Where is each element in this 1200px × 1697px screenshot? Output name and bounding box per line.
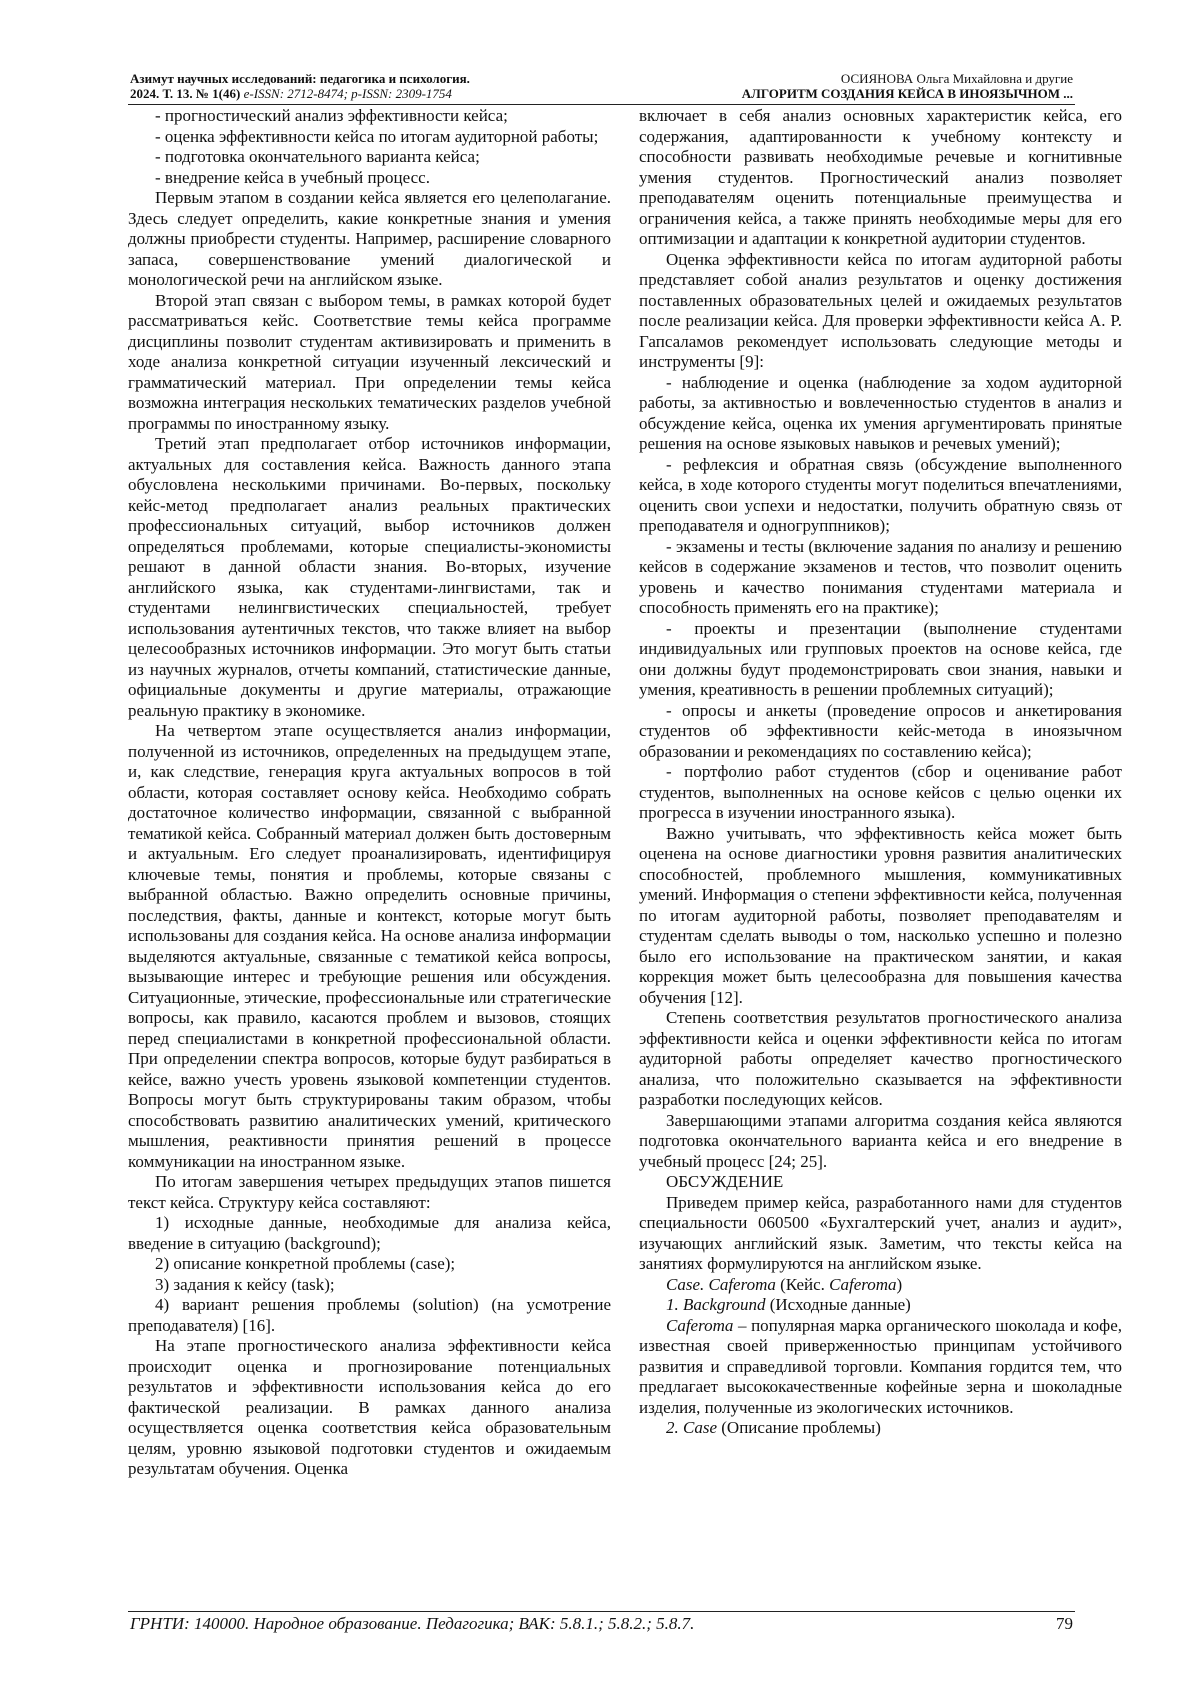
list-item: - прогностический анализ эффективности кейса;	[155, 106, 508, 125]
case-title-ru-prefix: (Кейс.	[780, 1274, 830, 1294]
list-item: 1) исходные данные, необходимые для анализа кейса, введение в ситуацию (background);	[128, 1213, 611, 1253]
page-number: 79	[1056, 1614, 1073, 1633]
authors-surname: ОСИЯНОВА	[840, 71, 914, 86]
case2-en: 2. Case	[666, 1418, 717, 1437]
caferoma-name: Caferoma	[666, 1315, 734, 1335]
paragraph: Важно учитывать, что эффективность кейса может быть оценена на основе диагностики уровня развития аналитических способностей, проблемного мышления, коммуникативных умений. Информация о степени эффективности кейса, полученная по итогам аудиторной работы, позволяет преподавателям и студентам сделать выводы о том, насколько успешно и полезно было его использование на практическом занятии, и какая коррекция может быть целесообразна для повышения качества обучения [12].	[639, 823, 1122, 1007]
list-item: - рефлексия и обратная связь (обсуждение выполненного кейса, в ходе которого студенты могут поделиться впечатлениями, оценить свои успехи и недостатки, получить обратную связь от преподавателя и одногруппников);	[639, 454, 1122, 535]
authors-line	[742, 71, 1073, 86]
list-item: - портфолио работ студентов (сбор и оценивание работ студентов, выполненных на основе кейсов с целью оценки их прогресса в изучении иностранного языка).	[639, 762, 1122, 822]
right-column	[639, 106, 1122, 1439]
case-subheading-background	[639, 1295, 1122, 1316]
list-item: 2) описание конкретной проблемы (case);	[155, 1254, 456, 1273]
case-subheading-case	[639, 1418, 1122, 1439]
article-title: АЛГОРИТМ СОЗДАНИЯ КЕЙСА В ИНОЯЗЫЧНОМ ...	[741, 86, 1073, 101]
footer-rule	[128, 1611, 1075, 1612]
paragraph: На четвертом этапе осуществляется анализ информации, полученной из источников, определенных на предыдущем этапе, и, как следствие, генерация круга актуальных вопросов в той области, которая составляет основу кейса. Необходимо собрать достаточное количество информации, связанной с выбранной тематикой кейса. Собранный материал должен быть достоверным и актуальным. Его следует проанализировать, идентифицируя ключевые темы, понятия и проблемы, которые связаны с выбранной областью. Важно определить основные причины, последствия, факты, данные и контекст, которые могут быть использованы для создания кейса. На основе анализа информации выделяются актуальные, связанные с тематикой кейса вопросы, вызывающие интерес и требующие решения или обсуждения. Ситуационные, этические, профессиональные или стратегические вопросы, как правило, касаются проблем и вызовов, стоящих перед специалистами в конкретной профессиональной области. При определении спектра вопросов, которые будут разбираться в кейсе, важно учесть уровень языковой компетенции студентов. Вопросы могут быть структурированы таким образом, чтобы способствовать развитию аналитических умений, критического мышления, реактивности принятия решений в процессе коммуникации на иностранном языке.	[128, 721, 611, 1171]
background-ru: (Исходные данные)	[769, 1295, 911, 1314]
authors-rest: Ольга Михайловна и другие	[916, 71, 1073, 86]
list-item: - проекты и презентации (выполнение студентами индивидуальных или групповых проектов на основе кейса, где они должны будут продемонстрировать свои знания, навыки и умения, креативность в решении проблемных ситуаций);	[639, 618, 1122, 699]
case-title-ru-suffix: )	[896, 1274, 903, 1294]
list-item: - оценка эффективности кейса по итогам аудиторной работы;	[155, 126, 599, 146]
paragraph	[639, 1316, 1122, 1419]
list-item: - экзамены и тесты (включение задания по анализу и решению кейсов в содержание экзаменов и тестов, что позволит оценить уровень и качество понимания студентами материала и способность применять его на практике);	[639, 536, 1122, 617]
list-item: - наблюдение и оценка (наблюдение за ходом аудиторной работы, за активностью и вовлеченностью студентов в анализ и обсуждение кейса, оценка их умения аргументировать принятые решения на основе языковых навыков и речевых умений);	[639, 372, 1122, 453]
list-item: 4) вариант решения проблемы (solution) (на усмотрение преподавателя) [16].	[128, 1295, 611, 1335]
running-header-left	[130, 71, 470, 101]
header-rule	[128, 104, 1075, 105]
paragraph: включает в себя анализ основных характеристик кейса, его содержания, адаптированности к учебному контексту и способности развивать необходимые речевые и когнитивные умения студентов. Прогностический анализ позволяет преподавателям оценить потенциальные преимущества и ограничения кейса, а также принять необходимые меры для его оптимизации и адаптации к конкретной аудитории студентов.	[639, 106, 1122, 248]
paragraph: На этапе прогностического анализа эффективности кейса происходит оценка и прогнозирование потенциальных результатов и эффективности использования кейса до его фактической реализации. В рамках данного анализа осуществляется оценка соответствия кейса образовательным целям, уровню языковой подготовки студентов и ожидаемым результатам обучения. Оценка	[128, 1336, 611, 1478]
paragraph: Степень соответствия результатов прогностического анализа эффективности кейса и оценки эффективности кейса по итогам аудиторной работы определяет качество прогностического анализа, что положительно сказывается на эффективности разработки последующих кейсов.	[639, 1008, 1122, 1109]
list-item: - внедрение кейса в учебный процесс.	[155, 167, 430, 187]
list-item: - опросы и анкеты (проведение опросов и анкетирования студентов об эффективности кейс-метода в иноязычном образовании и рекомендациях по составлению кейса);	[639, 700, 1122, 761]
paragraph: Оценка эффективности кейса по итогам аудиторной работы представляет собой анализ результатов и оценку достижения поставленных образовательных целей и ожидаемых результатов после реализации кейса. Для проверки эффективности кейса А. Р. Гапсаламов рекомендует использовать следующие методы и инструменты [9]:	[639, 249, 1122, 371]
left-column	[128, 106, 611, 1480]
paragraph: Второй этап связан с выбором темы, в рамках которой будет рассматриваться кейс. Соответствие темы кейса программе дисциплины позволит студентам активизировать и применить в ходе анализа конкретной ситуации изученный лексический и грамматический материал. При определении темы кейса возможна интеграция нескольких тематических разделов учебной программы по иностранному языку.	[128, 290, 611, 433]
paragraph: Завершающими этапами алгоритма создания кейса являются подготовка окончательного варианта кейса и его внедрение в учебный процесс [24; 25].	[639, 1110, 1122, 1171]
paragraph: По итогам завершения четырех предыдущих этапов пишется текст кейса. Структуру кейса составляют:	[128, 1172, 611, 1212]
paragraph: Третий этап предполагает отбор источников информации, актуальных для составления кейса. Важность данного этапа обусловлена несколькими причинами. Во-первых, поскольку кейс-метод предполагает анализ реальных практических профессиональных ситуаций, выбор источников должен определяться проблемами, которые специалисты-экономисты решают в данной области знания. Во-вторых, изучение английского языка, как студентами-лингвистами, так и студентами нелингвистических специальностей, требует использования аутентичных текстов, что также влияет на выбор целесообразных источников информации. Это могут быть статьи из научных журналов, отчеты компаний, статистические данные, официальные документы и другие материалы, отражающие реальную практику в экономике.	[128, 434, 611, 720]
case-title-en: Case. Caferoma	[666, 1274, 776, 1294]
caferoma-text: – популярная марка органического шоколада и кофе, известная своей приверженностью принципам устойчивого развития и справедливой торговли. Компания гордится тем, что предлагает высококачественные кофейные зерна и шоколадные изделия, полученные из экологических источников.	[639, 1315, 1122, 1417]
case2-ru: (Описание проблемы)	[721, 1418, 881, 1437]
issue-number: 2024. Т. 13. № 1(46)	[130, 86, 241, 101]
issue-line	[130, 86, 470, 101]
journal-title: Азимут научных исследований: педагогика и психология.	[130, 71, 470, 86]
running-header-right	[742, 71, 1073, 101]
section-heading: ОБСУЖДЕНИЕ	[666, 1172, 784, 1191]
list-item: - подготовка окончательного варианта кейса;	[155, 147, 480, 166]
footer-classification: ГРНТИ: 140000. Народное образование. Педагогика; ВАК: 5.8.1.; 5.8.2.; 5.8.7.	[130, 1614, 695, 1633]
issn: e-ISSN: 2712-8474; p-ISSN: 2309-1754	[243, 86, 452, 101]
case-title-ru-name: Caferoma	[829, 1274, 897, 1294]
background-en: 1. Background	[666, 1295, 766, 1314]
list-item: 3) задания к кейсу (task);	[155, 1274, 335, 1294]
paragraph: Первым этапом в создании кейса является его целеполагание. Здесь следует определить, какие конкретные знания и умения должны приобрести студенты. Например, расширение словарного запаса, совершенствование умений диалогической и монологической речи на английском языке.	[128, 188, 611, 289]
case-title	[639, 1275, 1122, 1296]
paragraph: Приведем пример кейса, разработанного нами для студентов специальности 060500 «Бухгалтерский учет, анализ и аудит», изучающих английский язык. Заметим, что тексты кейса на занятиях формулируются на английском языке.	[639, 1192, 1122, 1273]
